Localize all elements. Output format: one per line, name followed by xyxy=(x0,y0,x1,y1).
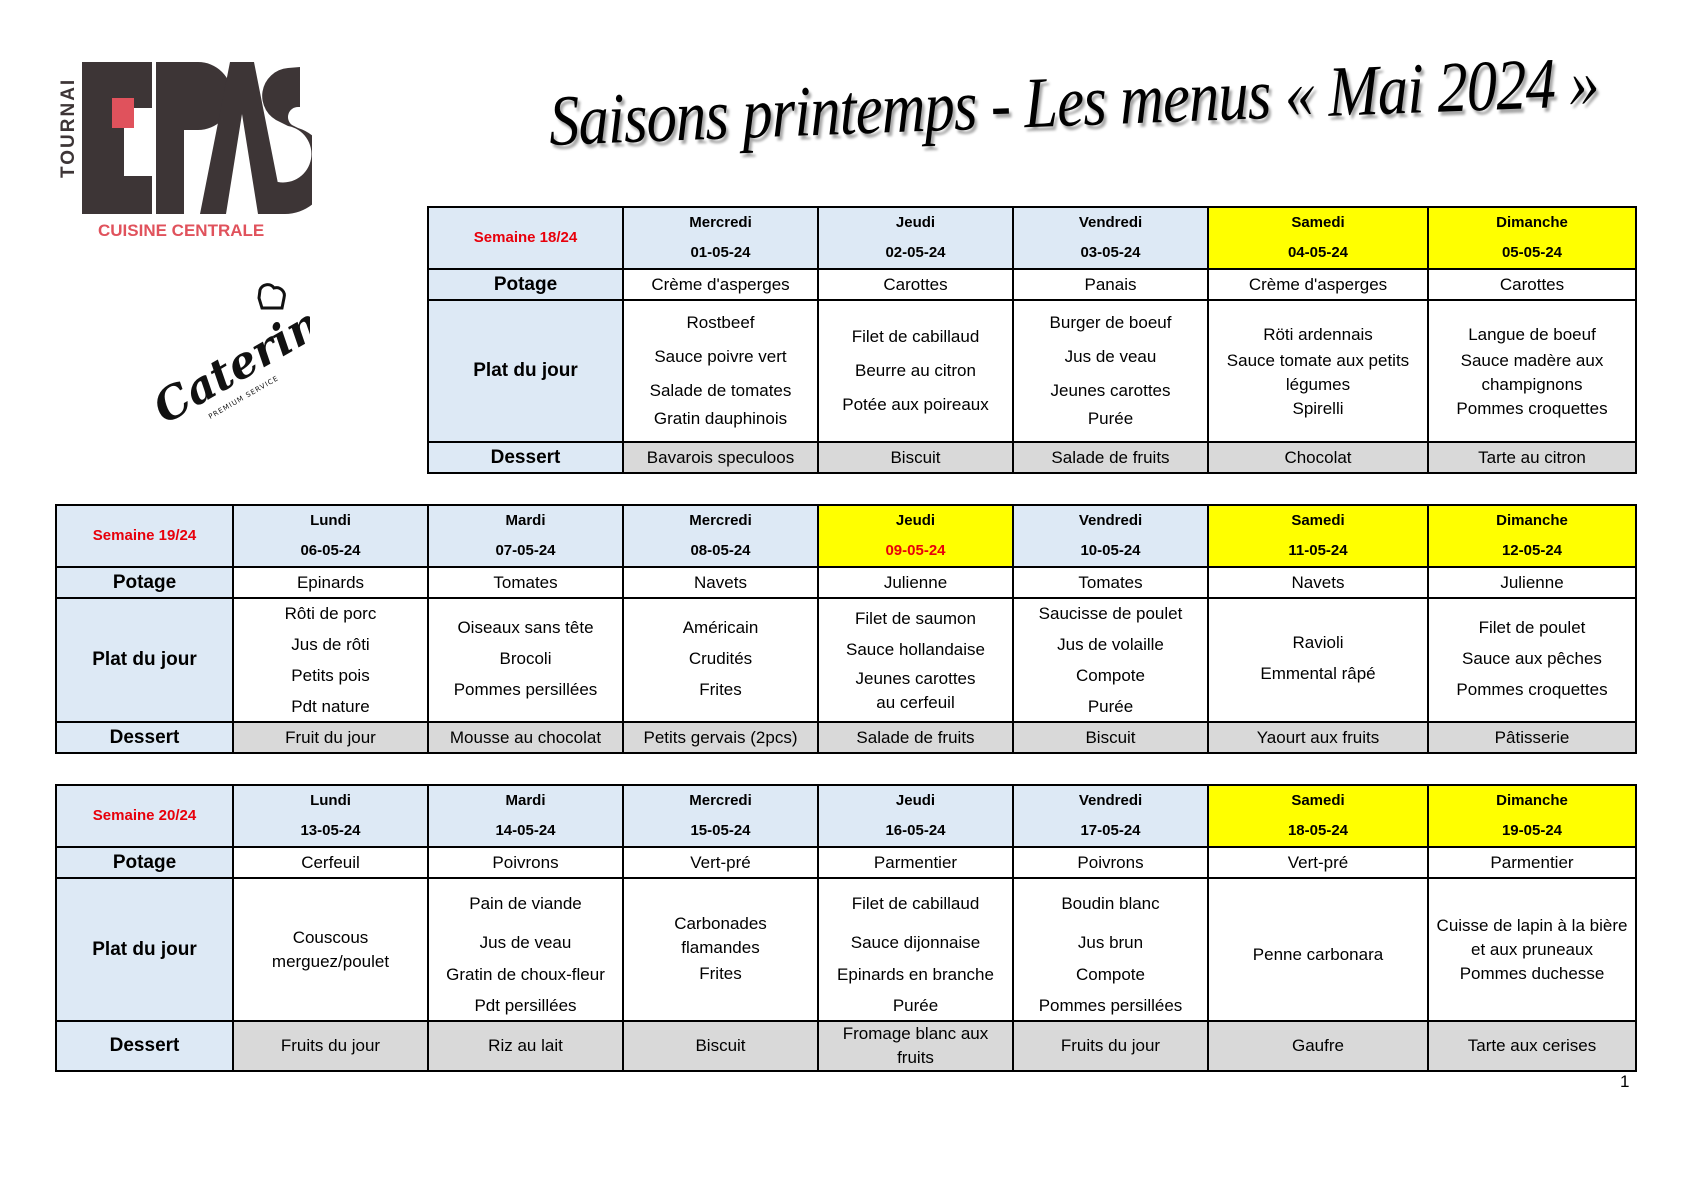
plat-cell xyxy=(623,300,818,442)
potage-cell: Navets xyxy=(1208,567,1428,598)
plat-line: Ravioli xyxy=(1292,633,1344,652)
potage-cell: Poivrons xyxy=(428,847,623,878)
plat-line: Compote xyxy=(1076,665,1145,685)
dessert-cell: Yaourt aux fruits xyxy=(1208,722,1428,753)
dessert-cell: Petits gervais (2pcs) xyxy=(623,722,818,753)
plat-line: Epinards en branche xyxy=(837,965,994,984)
plat-cell xyxy=(818,300,1013,442)
plat-line: Sauce poivre vert xyxy=(654,347,787,366)
potage-cell: Crème d'asperges xyxy=(623,269,818,300)
plat-line: Jus brun xyxy=(1077,933,1144,952)
dessert-cell: Tarte aux cerises xyxy=(1428,1021,1636,1071)
plat-line: Sauce aux pêches xyxy=(1462,648,1602,668)
week-label: Semaine 20/24 xyxy=(56,785,233,847)
catering-logo xyxy=(140,282,310,432)
plat-line: Crudités xyxy=(688,648,753,668)
plat-cell xyxy=(818,878,1013,1021)
dessert-cell: Salade de fruits xyxy=(1013,442,1208,473)
plat-line: Jus de veau xyxy=(479,933,572,952)
plat-line: Rostbeef xyxy=(686,313,755,332)
plat-line: Cuisse de lapin à la bière et aux pruneaux xyxy=(1436,915,1628,959)
potage-cell: Tomates xyxy=(428,567,623,598)
potage-cell: Carottes xyxy=(1428,269,1636,300)
plat-cell xyxy=(623,878,818,1021)
day-header: Vendredi 03-05-24 xyxy=(1013,207,1208,269)
potage-cell: Vert-pré xyxy=(623,847,818,878)
day-header: Lundi 06-05-24 xyxy=(233,505,428,567)
potage-cell: Cerfeuil xyxy=(233,847,428,878)
plat-line: Petits pois xyxy=(291,665,370,685)
plat-line: Oiseaux sans tête xyxy=(457,617,594,637)
dessert-cell: Pâtisserie xyxy=(1428,722,1636,753)
plat-line: Purée xyxy=(892,996,939,1015)
day-header: Vendredi 10-05-24 xyxy=(1013,505,1208,567)
potage-cell: Tomates xyxy=(1013,567,1208,598)
day-header: Mercredi 01-05-24 xyxy=(623,207,818,269)
plat-line: Compote xyxy=(1076,965,1145,984)
plat-cell xyxy=(1013,300,1208,442)
plat-line: Sauce dijonnaise xyxy=(850,933,981,952)
plat-line: Jus de volaille xyxy=(1057,634,1164,654)
plat-line: Jeunes carottes au cerfeuil xyxy=(855,669,976,712)
day-header-weekend: Dimanche 19-05-24 xyxy=(1428,785,1636,847)
potage-cell: Panais xyxy=(1013,269,1208,300)
potage-label: Potage xyxy=(56,847,233,878)
plat-line: Sauce tomate aux petits légumes xyxy=(1226,351,1410,394)
plat-line: Beurre au citron xyxy=(855,361,976,380)
plat-line: Pommes croquettes xyxy=(1456,399,1608,418)
plat-line: Purée xyxy=(1087,696,1134,716)
dessert-cell: Fruits du jour xyxy=(233,1021,428,1071)
week-18-table xyxy=(427,206,1637,474)
day-header-weekend: Dimanche 12-05-24 xyxy=(1428,505,1636,567)
plat-cell xyxy=(1013,598,1208,722)
plat-cell xyxy=(818,598,1013,722)
potage-cell: Parmentier xyxy=(818,847,1013,878)
plat-cell xyxy=(623,598,818,722)
plat-cell xyxy=(1208,878,1428,1021)
plat-line: Sauce hollandaise xyxy=(846,640,985,659)
plat-cell xyxy=(428,598,623,722)
day-header: Lundi 13-05-24 xyxy=(233,785,428,847)
plat-line: Sauce madère aux champignons xyxy=(1460,351,1604,394)
week-label: Semaine 18/24 xyxy=(428,207,623,269)
catering-tagline: PREMIUM SERVICE xyxy=(207,374,281,421)
day-header: Jeudi 16-05-24 xyxy=(818,785,1013,847)
plat-line: Purée xyxy=(1087,409,1134,428)
dessert-cell: Biscuit xyxy=(1013,722,1208,753)
plat-cell xyxy=(1428,300,1636,442)
day-header: Mercredi 08-05-24 xyxy=(623,505,818,567)
plat-line: Potée aux poireaux xyxy=(842,395,989,414)
dessert-label: Dessert xyxy=(56,722,233,753)
plat-line: Frites xyxy=(699,679,742,699)
dessert-cell: Fromage blanc aux fruits xyxy=(818,1021,1013,1071)
potage-cell: Parmentier xyxy=(1428,847,1636,878)
dessert-label: Dessert xyxy=(428,442,623,473)
plat-line: Pdt persillées xyxy=(474,996,577,1015)
catering-text: Catering xyxy=(144,282,310,432)
logo-side-text: TOURNAI xyxy=(58,77,79,178)
dessert-cell: Riz au lait xyxy=(428,1021,623,1071)
plat-cell xyxy=(428,878,623,1021)
plat-cell xyxy=(1208,300,1428,442)
plat-cell xyxy=(1428,878,1636,1021)
plat-line: Saucisse de poulet xyxy=(1038,603,1183,623)
week-19-table xyxy=(55,504,1637,754)
plat-line: Pain de viande xyxy=(469,894,582,913)
plat-line: Rôti de porc xyxy=(284,603,377,623)
day-header-weekend: Samedi 11-05-24 xyxy=(1208,505,1428,567)
dessert-cell: Mousse au chocolat xyxy=(428,722,623,753)
logo-sub-text: CUISINE CENTRALE xyxy=(98,221,265,240)
potage-cell: Poivrons xyxy=(1013,847,1208,878)
plat-line: Penne carbonara xyxy=(1252,944,1384,964)
dessert-cell: Biscuit xyxy=(623,1021,818,1071)
day-header-weekend: Dimanche 05-05-24 xyxy=(1428,207,1636,269)
plat-line: Pommes duchesse xyxy=(1459,963,1605,983)
plat-line: Salade de tomates xyxy=(649,381,792,400)
page-title: Saisons printemps - Les menus « Mai 2024 » xyxy=(548,41,1600,161)
plat-line: Röti ardennais xyxy=(1263,325,1373,344)
potage-label: Potage xyxy=(428,269,623,300)
plat-line: Gratin dauphinois xyxy=(653,409,788,428)
plat-line: Jus de rôti xyxy=(291,634,370,654)
plat-line: Filet de cabillaud xyxy=(851,894,980,913)
plat-line: Burger de boeuf xyxy=(1049,313,1172,332)
plat-label: Plat du jour xyxy=(56,878,233,1021)
day-header-weekend: Samedi 18-05-24 xyxy=(1208,785,1428,847)
potage-cell: Julienne xyxy=(1428,567,1636,598)
plat-line: Pommes persillées xyxy=(453,679,598,699)
plat-line: Filet de saumon xyxy=(855,609,976,628)
plat-line: Carbonades flamandes xyxy=(674,913,767,957)
plat-cell xyxy=(233,598,428,722)
dessert-cell: Gaufre xyxy=(1208,1021,1428,1071)
day-header: Mercredi 15-05-24 xyxy=(623,785,818,847)
plat-cell xyxy=(233,878,428,1021)
day-header-weekend: Samedi 04-05-24 xyxy=(1208,207,1428,269)
day-header: Mardi 07-05-24 xyxy=(428,505,623,567)
plat-line: Emmental râpé xyxy=(1260,664,1376,683)
plat-cell xyxy=(1013,878,1208,1021)
potage-cell: Vert-pré xyxy=(1208,847,1428,878)
page-number: 1 xyxy=(1620,1072,1630,1091)
potage-label: Potage xyxy=(56,567,233,598)
day-header: Mardi 14-05-24 xyxy=(428,785,623,847)
plat-line: Langue de boeuf xyxy=(1468,325,1596,344)
plat-line: Frites xyxy=(699,963,742,983)
potage-cell: Epinards xyxy=(233,567,428,598)
day-header: Vendredi 17-05-24 xyxy=(1013,785,1208,847)
plat-cell xyxy=(1428,598,1636,722)
day-header: Jeudi 02-05-24 xyxy=(818,207,1013,269)
cpas-logo xyxy=(52,58,312,258)
potage-cell: Julienne xyxy=(818,567,1013,598)
dessert-cell: Tarte au citron xyxy=(1428,442,1636,473)
plat-label: Plat du jour xyxy=(56,598,233,722)
dessert-cell: Fruit du jour xyxy=(233,722,428,753)
plat-line: Filet de poulet xyxy=(1478,617,1586,637)
plat-line: Américain xyxy=(682,617,759,637)
day-header-holiday: Jeudi 09-05-24 xyxy=(818,505,1013,567)
plat-cell xyxy=(1208,598,1428,722)
plat-line: Pdt nature xyxy=(291,696,370,716)
plat-line: Pommes croquettes xyxy=(1456,679,1608,699)
plat-line: Boudin blanc xyxy=(1061,894,1160,913)
potage-cell: Navets xyxy=(623,567,818,598)
plat-line: Spirelli xyxy=(1292,399,1344,418)
dessert-cell: Fruits du jour xyxy=(1013,1021,1208,1071)
dessert-cell: Salade de fruits xyxy=(818,722,1013,753)
dessert-cell: Biscuit xyxy=(818,442,1013,473)
potage-cell: Crème d'asperges xyxy=(1208,269,1428,300)
week-label: Semaine 19/24 xyxy=(56,505,233,567)
dessert-cell: Bavarois speculoos xyxy=(623,442,818,473)
plat-label: Plat du jour xyxy=(428,300,623,442)
week-20-table xyxy=(55,784,1637,1072)
plat-line: Jeunes carottes xyxy=(1050,381,1171,400)
plat-line: Couscous merguez/poulet xyxy=(271,927,390,971)
dessert-label: Dessert xyxy=(56,1021,233,1071)
dessert-cell: Chocolat xyxy=(1208,442,1428,473)
plat-line: Filet de cabillaud xyxy=(851,327,980,346)
plat-line: Gratin de choux-fleur xyxy=(446,965,605,984)
plat-line: Pommes persillées xyxy=(1038,996,1183,1015)
plat-line: Jus de veau xyxy=(1064,347,1157,366)
plat-line: Brocoli xyxy=(499,648,552,668)
potage-cell: Carottes xyxy=(818,269,1013,300)
